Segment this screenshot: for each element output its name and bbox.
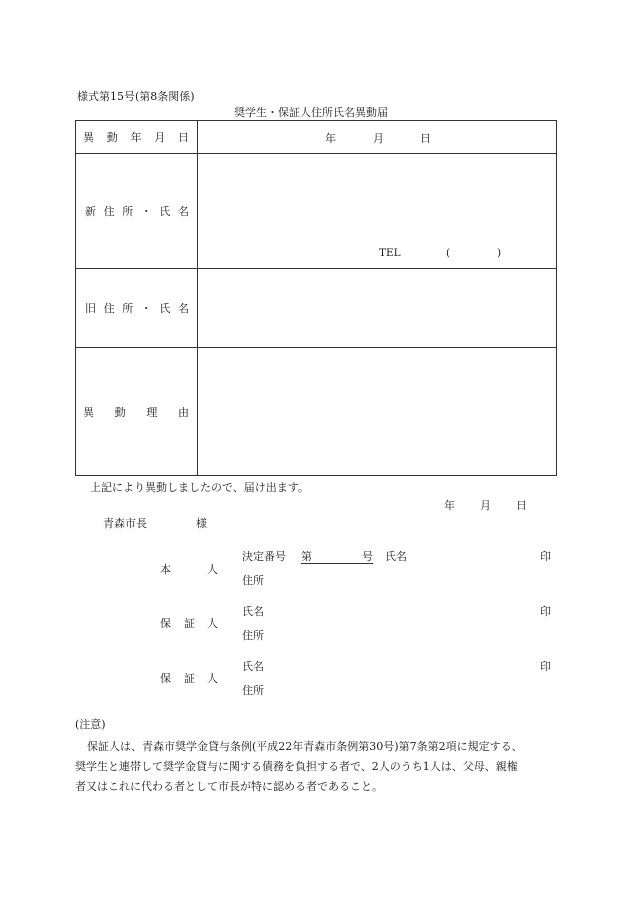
form-title: 奨学生・保証人住所氏名異動届 — [234, 106, 388, 119]
role-char: 本 — [160, 563, 171, 576]
label-char: 月 — [154, 131, 166, 144]
notes-heading: (注意) — [75, 718, 106, 731]
label-char: ・ — [140, 302, 152, 315]
name-label: 氏名 — [385, 550, 407, 563]
name-label: 氏名 — [242, 605, 264, 618]
role-char: 人 — [207, 617, 218, 630]
label-new-address — [76, 154, 198, 269]
role-char: 人 — [207, 672, 218, 685]
label-char: 名 — [177, 205, 189, 218]
decision-number-field[interactable] — [301, 548, 373, 564]
addressee-suffix: 様 — [196, 517, 207, 530]
label-char: 氏 — [159, 302, 171, 315]
decision-gou-label: 号 — [362, 550, 373, 563]
date-month-label: 月 — [373, 132, 384, 145]
seal-mark: 印 — [540, 660, 551, 673]
notes-body — [75, 737, 553, 797]
role-char: 証 — [184, 617, 195, 630]
tel-label: TEL — [379, 247, 401, 259]
label-reason — [76, 348, 198, 476]
label-char: 旧 — [85, 302, 96, 315]
role-char: 保 — [160, 617, 171, 630]
submit-day-label: 日 — [516, 499, 527, 512]
submit-year-label: 年 — [444, 499, 455, 512]
name-label: 氏名 — [242, 660, 264, 673]
decision-number-label: 決定番号 — [242, 550, 286, 563]
label-char: 所 — [122, 205, 134, 218]
label-char: 動 — [106, 131, 118, 144]
address-label: 住所 — [242, 629, 264, 642]
seal-mark: 印 — [540, 605, 551, 618]
label-char: 異 — [83, 405, 94, 419]
date-year-label: 年 — [325, 132, 336, 145]
tel-open-paren: ( — [446, 247, 451, 259]
label-char: 住 — [103, 205, 115, 218]
label-char: 名 — [177, 302, 189, 315]
table-row-change-date — [76, 121, 557, 154]
notes-line: 奨学生と連帯して奨学金貸与に関する債務を負担する者で、2人のうち1人は、父母、親権 — [75, 760, 518, 773]
label-char: ・ — [140, 205, 152, 218]
role-char: 証 — [184, 672, 195, 685]
submit-month-label: 月 — [480, 499, 491, 512]
addressee-name: 青森市長 — [103, 517, 147, 530]
label-old-address — [76, 269, 198, 348]
date-day-label: 日 — [420, 132, 431, 145]
label-char: 新 — [85, 205, 96, 218]
seal-mark: 印 — [540, 550, 551, 563]
tel-close-paren: ) — [497, 247, 502, 259]
new-address-field[interactable] — [198, 154, 557, 269]
role-char: 人 — [207, 563, 218, 576]
label-char: 動 — [114, 405, 126, 419]
label-change-date — [76, 121, 198, 154]
address-label: 住所 — [242, 684, 264, 697]
table-row-new-address — [76, 154, 557, 269]
label-char: 日 — [178, 131, 189, 144]
change-date-field[interactable] — [198, 121, 557, 154]
decision-dai-label: 第 — [301, 550, 312, 563]
table-row-reason — [76, 348, 557, 476]
label-char: 住 — [103, 302, 115, 315]
table-row-old-address — [76, 269, 557, 348]
notes-line: 保証人は、青森市奨学金貸与条例(平成22年青森市条例第30号)第7条第2項に規定する、 — [87, 740, 523, 753]
label-char: 異 — [83, 131, 94, 144]
label-char: 氏 — [159, 205, 171, 218]
notes-line: 者又はこれに代わる者として市長が特に認める者であること。 — [75, 780, 383, 793]
label-char: 由 — [177, 405, 189, 419]
form-table — [75, 120, 557, 476]
reason-field[interactable] — [198, 348, 557, 476]
role-char: 保 — [160, 672, 171, 685]
old-address-field[interactable] — [198, 269, 557, 348]
form-number: 様式第15号(第8条関係) — [77, 90, 195, 103]
declaration-text: 上記により異動しましたので、届け出ます。 — [90, 481, 309, 494]
label-char: 年 — [130, 131, 142, 144]
address-label: 住所 — [242, 574, 264, 587]
label-char: 所 — [122, 302, 134, 315]
label-char: 理 — [146, 405, 158, 419]
